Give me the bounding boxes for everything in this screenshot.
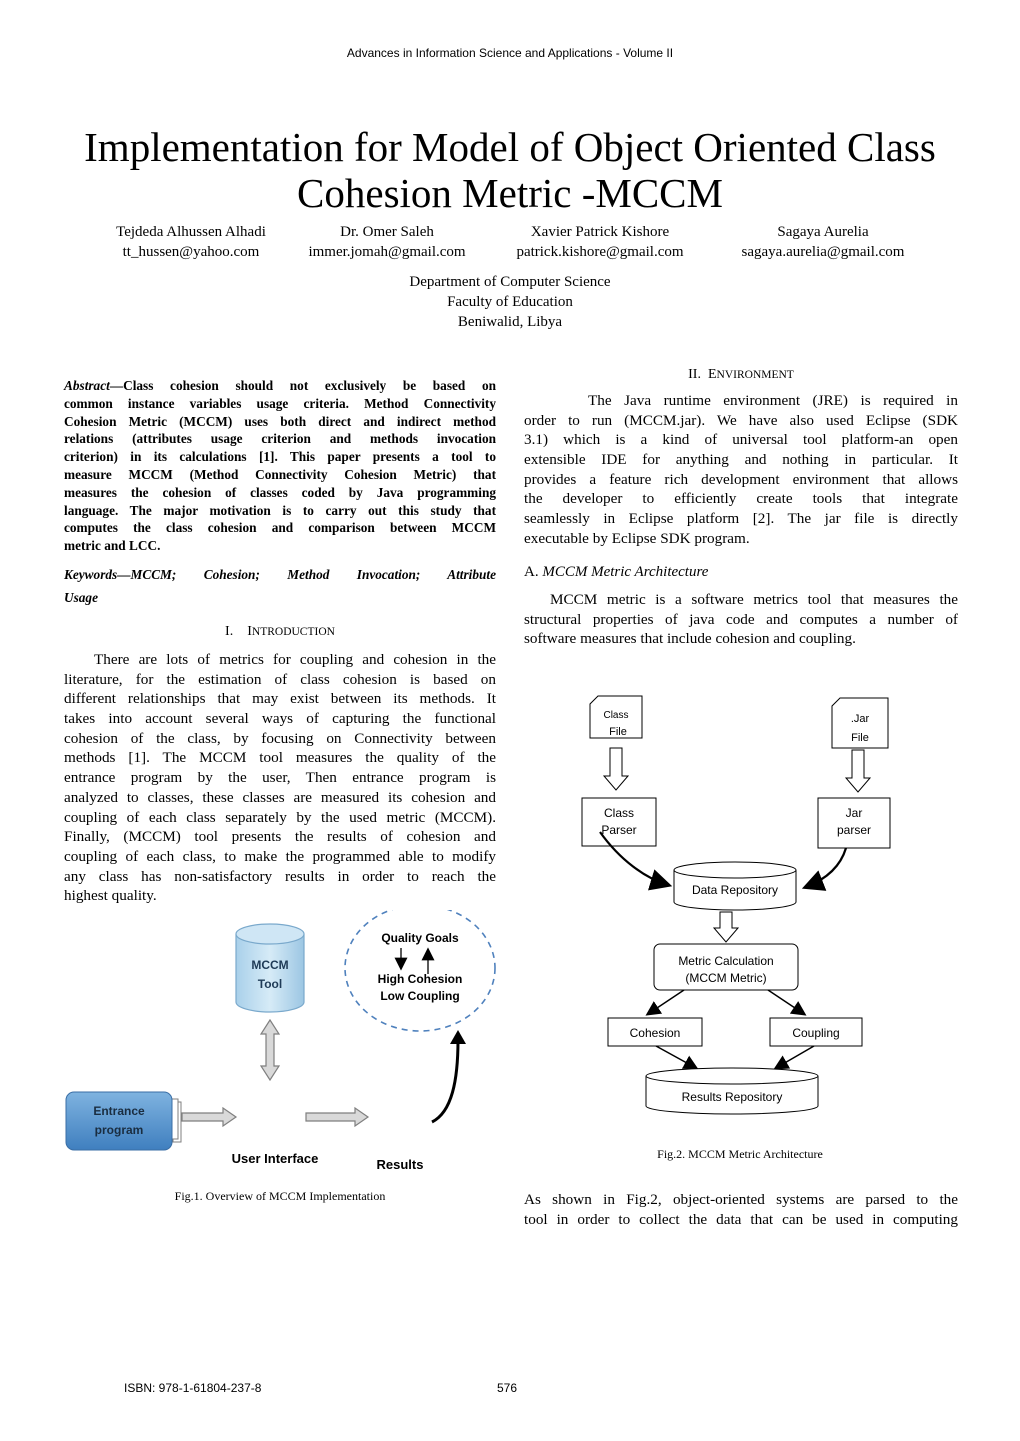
arrow-head-icon xyxy=(450,1030,466,1044)
jar-parser-label: parser xyxy=(836,823,872,837)
bidirectional-arrow-icon xyxy=(261,1020,279,1080)
data-repository-cylinder xyxy=(674,862,796,910)
abstract-line: common instance variables usage criteria. Method Connectivity xyxy=(64,395,496,411)
figure-1-caption: Fig.1. Overview of MCCM Implementation xyxy=(174,1189,386,1203)
user-interface-label: User Interface xyxy=(231,1151,319,1166)
paragraph-line: the developer to efficiently create tools that integrate xyxy=(524,490,958,508)
paragraph-line: methods [1]. The MCCM tool measures the quality of the xyxy=(64,749,496,767)
right-arrow-icon xyxy=(306,1108,368,1126)
footer-page-number: 576 xyxy=(497,1381,518,1395)
abstract-label: Abstract xyxy=(64,378,110,393)
location: Beniwalid, Libya xyxy=(457,314,563,330)
author-name: Xavier Patrick Kishore xyxy=(530,224,670,240)
keywords-label: Keywords xyxy=(64,567,118,582)
section-title-initial: I xyxy=(247,624,252,639)
paragraph-line: The Java runtime environment (JRE) is required in xyxy=(588,392,958,409)
down-arrow-icon xyxy=(604,748,628,790)
paragraph-line: tool in order to collect the data that can be used in computing xyxy=(524,1210,958,1228)
author-4 xyxy=(718,222,928,262)
section-title-initial: E xyxy=(707,367,717,382)
author-3 xyxy=(495,222,705,262)
down-arrow-icon xyxy=(714,912,738,942)
author-email: tt_hussen@yahoo.com xyxy=(122,244,260,260)
keywords-dash: — xyxy=(117,567,131,582)
abstract-dash: — xyxy=(109,378,124,393)
abstract-line: criterion) in its calculations [1]. This paper presents a tool to xyxy=(64,449,496,465)
cohesion-label: Cohesion xyxy=(629,1026,681,1040)
class-file-label: Class xyxy=(603,710,629,721)
paragraph-line: highest quality. xyxy=(64,887,157,905)
paragraph-line: entrance program by the user, Then entrance program is xyxy=(64,769,496,787)
author-2 xyxy=(282,222,492,262)
section-number: II. xyxy=(688,367,701,382)
section-title-rest: NTRODUCTION xyxy=(251,626,335,638)
paragraph-line: Finally, (MCCM) tool presents the results of cohesion and xyxy=(64,828,496,846)
keywords xyxy=(64,563,496,609)
abstract-line: language. The major motivation is to carry out this study that xyxy=(64,502,496,518)
keywords-line: Usage xyxy=(64,590,98,605)
running-header: Advances in Information Science and Applications - Volume II xyxy=(346,46,674,60)
abstract-line: Cohesion Metric (MCCM) uses both direct and indirect method xyxy=(64,413,496,429)
footer-isbn: ISBN: 978-1-61804-237-8 xyxy=(124,1381,262,1395)
section-heading-environment xyxy=(524,367,958,383)
paragraph-line: analyzed to classes, these classes are measured its cohesion and xyxy=(64,788,496,806)
subsection-letter: A. xyxy=(524,564,539,580)
down-arrow-icon xyxy=(846,750,870,792)
abstract xyxy=(64,378,496,556)
paragraph-line: takes into account several ways of capturing the functional xyxy=(64,710,496,728)
keywords-text: MCCM; Cohesion; Method Invocation; Attribute xyxy=(130,567,496,582)
class-file-document xyxy=(590,696,642,738)
right-arrow-icon xyxy=(182,1108,236,1126)
jar-parser-label: Jar xyxy=(845,806,863,820)
introduction-paragraph xyxy=(64,650,496,906)
keywords-line xyxy=(64,563,496,586)
paragraph-line: extensible IDE for anything and nothing in particular. It xyxy=(524,451,958,469)
abstract-text: Class cohesion should not exclusively be based on xyxy=(123,378,496,393)
abstract-line: measure MCCM (Method Connectivity Cohesion Metric) that xyxy=(64,466,496,482)
abstract-line xyxy=(64,378,496,396)
results-curved-arrow-icon xyxy=(432,1040,458,1122)
author-name: Dr. Omer Saleh xyxy=(340,224,434,240)
author-name: Sagaya Aurelia xyxy=(777,224,869,240)
quality-goals-label: Quality Goals xyxy=(381,931,459,945)
entrance-program-label: program xyxy=(94,1123,144,1137)
figure-2-caption: Fig.2. MCCM Metric Architecture xyxy=(657,1147,823,1161)
jar-file-label: .Jar xyxy=(850,713,870,725)
quality-goals-circle xyxy=(345,910,495,1031)
abstract-line: metric and LCC. xyxy=(64,538,161,554)
abstract-line: computes the class cohesion and comparison between MCCM xyxy=(64,520,496,536)
paragraph-line: coupling of each class, to make the programmed able to modify xyxy=(64,847,496,865)
results-label: Results xyxy=(376,1157,424,1172)
jar-file-document xyxy=(832,698,888,748)
class-parser-label: Class xyxy=(603,806,635,820)
paragraph-line: As shown in Fig.2, object-oriented systems are parsed to the xyxy=(524,1191,958,1208)
paragraph-line: any class has non-satisfactory results in order to reach the xyxy=(64,867,496,885)
paragraph-line: coupling of each class separately by the used metric (MCCM). xyxy=(64,808,496,826)
author-email: immer.jomah@gmail.com xyxy=(308,244,466,260)
paragraph-line: seamlessly in Eclipse platform [2]. The jar file is directly xyxy=(524,510,958,528)
subsection-title: MCCM Metric Architecture xyxy=(542,564,709,580)
figure-2-diagram xyxy=(560,690,920,1130)
mccm-tool-label: MCCM xyxy=(251,958,289,972)
figure-1-diagram xyxy=(60,910,510,1180)
paragraph-line: 3.1) which is a kind of universal tool platform-an open xyxy=(524,431,958,449)
author-email: sagaya.aurelia@gmail.com xyxy=(741,244,905,260)
section-number: I. xyxy=(225,624,234,639)
architecture-paragraph xyxy=(524,590,958,649)
results-repository-label: Results Repository xyxy=(681,1090,783,1104)
entrance-program-box xyxy=(66,1092,181,1150)
abstract-line: relations (attributes usage criterion and methods invocation xyxy=(64,431,496,447)
paragraph-line: structural properties of java code and computes a number of xyxy=(524,610,958,628)
mccm-tool-cylinder xyxy=(236,924,304,1012)
title-line-1: Implementation for Model of Object Oriented Class xyxy=(84,124,936,170)
paragraph-line: order to run (MCCM.jar). We have also used Eclipse (SDK xyxy=(524,411,958,429)
faculty: Faculty of Education xyxy=(447,294,573,310)
title-line-2: Cohesion Metric -MCCM xyxy=(297,170,723,216)
coupling-label: Coupling xyxy=(792,1026,840,1040)
arrow-icon xyxy=(656,1046,696,1068)
arrow-icon xyxy=(648,990,684,1014)
paper-title xyxy=(40,124,980,216)
section-title-rest: NVIRONMENT xyxy=(716,369,794,381)
paragraph-line: There are lots of metrics for coupling and cohesion in the xyxy=(94,651,496,668)
author-name: Tejdeda Alhussen Alhadi xyxy=(116,224,266,240)
arrow-icon xyxy=(776,1046,814,1068)
metric-calculation-label: (MCCM Metric) xyxy=(685,971,767,985)
author-1 xyxy=(96,222,286,262)
affiliation xyxy=(300,272,720,332)
department: Department of Computer Science xyxy=(409,274,611,290)
section-heading-introduction xyxy=(64,624,496,640)
entrance-program-label: Entrance xyxy=(93,1104,145,1118)
paragraph-line: different relationships that may exist between its methods. It xyxy=(64,690,496,708)
author-email: patrick.kishore@gmail.com xyxy=(516,244,684,260)
curved-arrow-icon xyxy=(806,848,846,887)
abstract-line: measures the cohesion of classes coded by Java programming xyxy=(64,484,496,500)
low-coupling-label: Low Coupling xyxy=(380,989,460,1003)
jar-file-label: File xyxy=(851,732,869,744)
paragraph-line: literature, for the estimation of class cohesion is based on xyxy=(64,670,496,688)
paragraph-line: cohesion of the class, by focusing on Connectivity between xyxy=(64,729,496,747)
closing-paragraph xyxy=(524,1190,958,1229)
paragraph-line: MCCM metric is a software metrics tool that measures the xyxy=(550,591,958,608)
paragraph-line: software measures that include cohesion and coupling. xyxy=(524,630,856,648)
results-repository-cylinder xyxy=(646,1068,818,1114)
high-cohesion-label: High Cohesion xyxy=(377,972,463,986)
metric-calculation-label: Metric Calculation xyxy=(678,954,774,968)
environment-paragraph xyxy=(524,391,958,549)
data-repository-label: Data Repository xyxy=(691,883,779,897)
class-parser-label: Parser xyxy=(601,823,637,837)
paragraph-line: provides a feature rich development environment that allows xyxy=(524,470,958,488)
arrow-icon xyxy=(768,990,804,1014)
paragraph-line: executable by Eclipse SDK program. xyxy=(524,529,750,547)
class-file-label: File xyxy=(609,726,627,738)
subsection-heading xyxy=(524,564,958,581)
mccm-tool-label: Tool xyxy=(257,977,283,991)
